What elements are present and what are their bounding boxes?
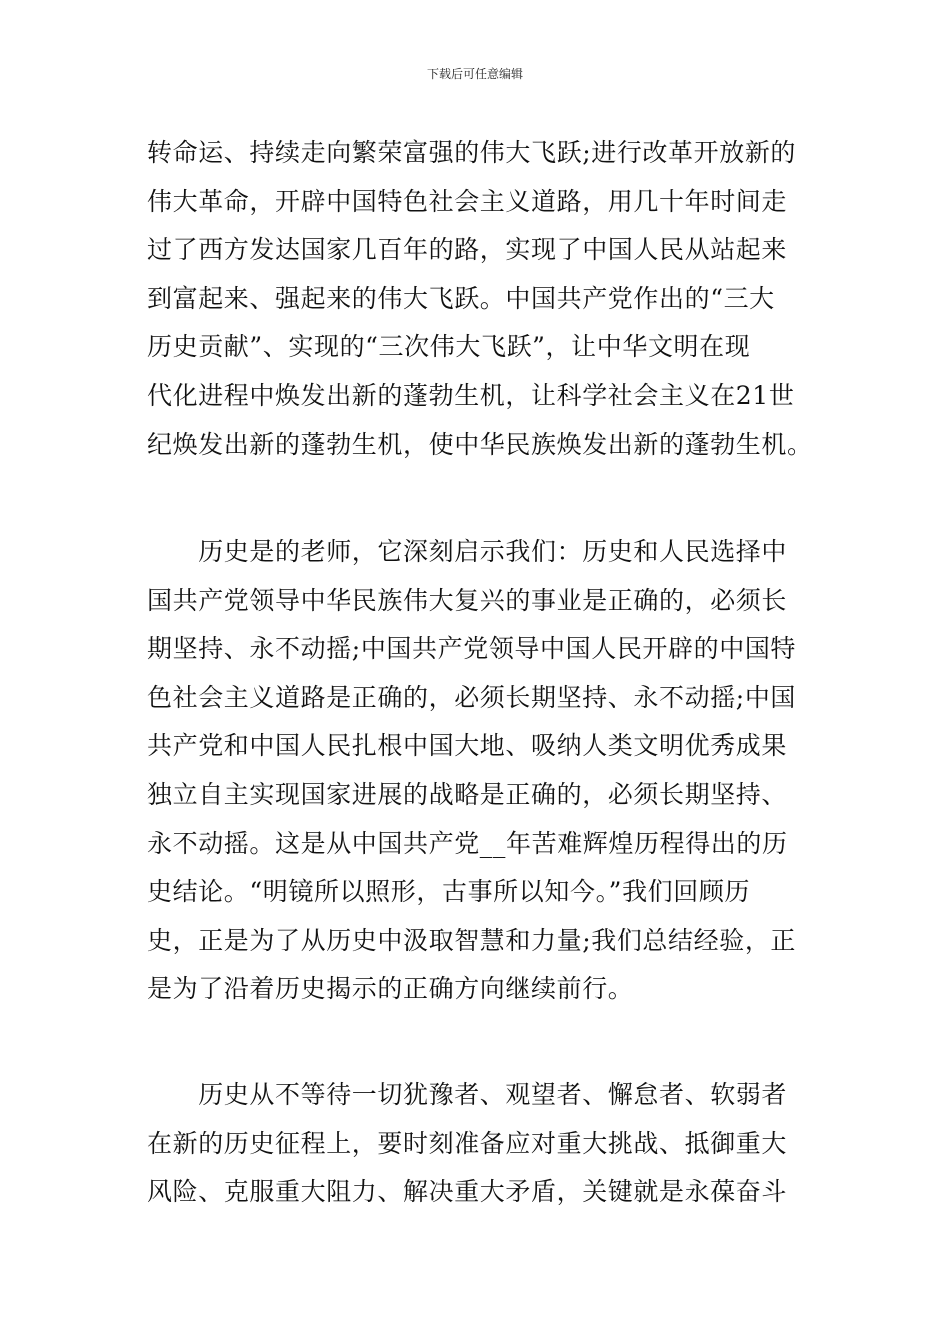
text-line: 历史从不等待一切犹豫者、观望者、懈怠者、软弱者 bbox=[147, 1080, 788, 1109]
page-header: 下载后可任意编辑 bbox=[426, 67, 523, 81]
text-line: 过了西方发达国家几百年的路，实现了中国人民从站起来 bbox=[147, 235, 788, 265]
text-line: 是为了沿着历史揭示的正确方向继续前行。 bbox=[147, 974, 634, 1004]
paragraph bbox=[147, 129, 813, 469]
text-line: 到富起来、强起来的伟大飞跃。中国共产党作出的“三大 bbox=[147, 283, 775, 313]
text-line: 国共产党领导中华民族伟大复兴的事业是正确的，必须长 bbox=[147, 585, 788, 615]
text-line: 色社会主义道路是正确的，必须长期坚持、永不动摇;中国 bbox=[147, 682, 797, 712]
text-line: 历史贡献”、实现的“三次伟大飞跃”，让中华文明在现 bbox=[147, 332, 751, 362]
text-line: 转命运、持续走向繁荣富强的伟大飞跃;进行改革开放新的 bbox=[147, 138, 797, 167]
text-line: 独立自主实现国家进展的战略是正确的，必须长期坚持、 bbox=[147, 779, 788, 809]
text-line: 代化进程中焕发出新的蓬勃生机，让科学社会主义在21世 bbox=[147, 380, 795, 410]
text-line: 共产党和中国人民扎根中国大地、吸纳人类文明优秀成果 bbox=[147, 731, 788, 761]
paragraph bbox=[147, 528, 807, 1014]
text-line: 历史是的老师，它深刻启示我们：历史和人民选择中 bbox=[147, 537, 788, 566]
text-line: 在新的历史征程上，要时刻准备应对重大挑战、抵御重大 bbox=[147, 1128, 788, 1158]
text-line: 史，正是为了从历史中汲取智慧和力量;我们总结经验，正 bbox=[147, 925, 797, 955]
text-line: 伟大革命，开辟中国特色社会主义道路，用几十年时间走 bbox=[147, 186, 788, 216]
text-line: 期坚持、永不动摇;中国共产党领导中国人民开辟的中国特 bbox=[147, 634, 797, 664]
text-line: 风险、克服重大阻力、解决重大矛盾，关键就是永葆奋斗 bbox=[147, 1177, 788, 1207]
text-line: 永不动摇。这是从中国共产党__年苦难辉煌历程得出的历 bbox=[147, 828, 788, 858]
text-line: 纪焕发出新的蓬勃生机，使中华民族焕发出新的蓬勃生机。 bbox=[147, 429, 813, 459]
paragraph bbox=[147, 1071, 807, 1217]
text-line: 史结论。“明镜所以照形，古事所以知今。”我们回顾历 bbox=[147, 877, 751, 907]
